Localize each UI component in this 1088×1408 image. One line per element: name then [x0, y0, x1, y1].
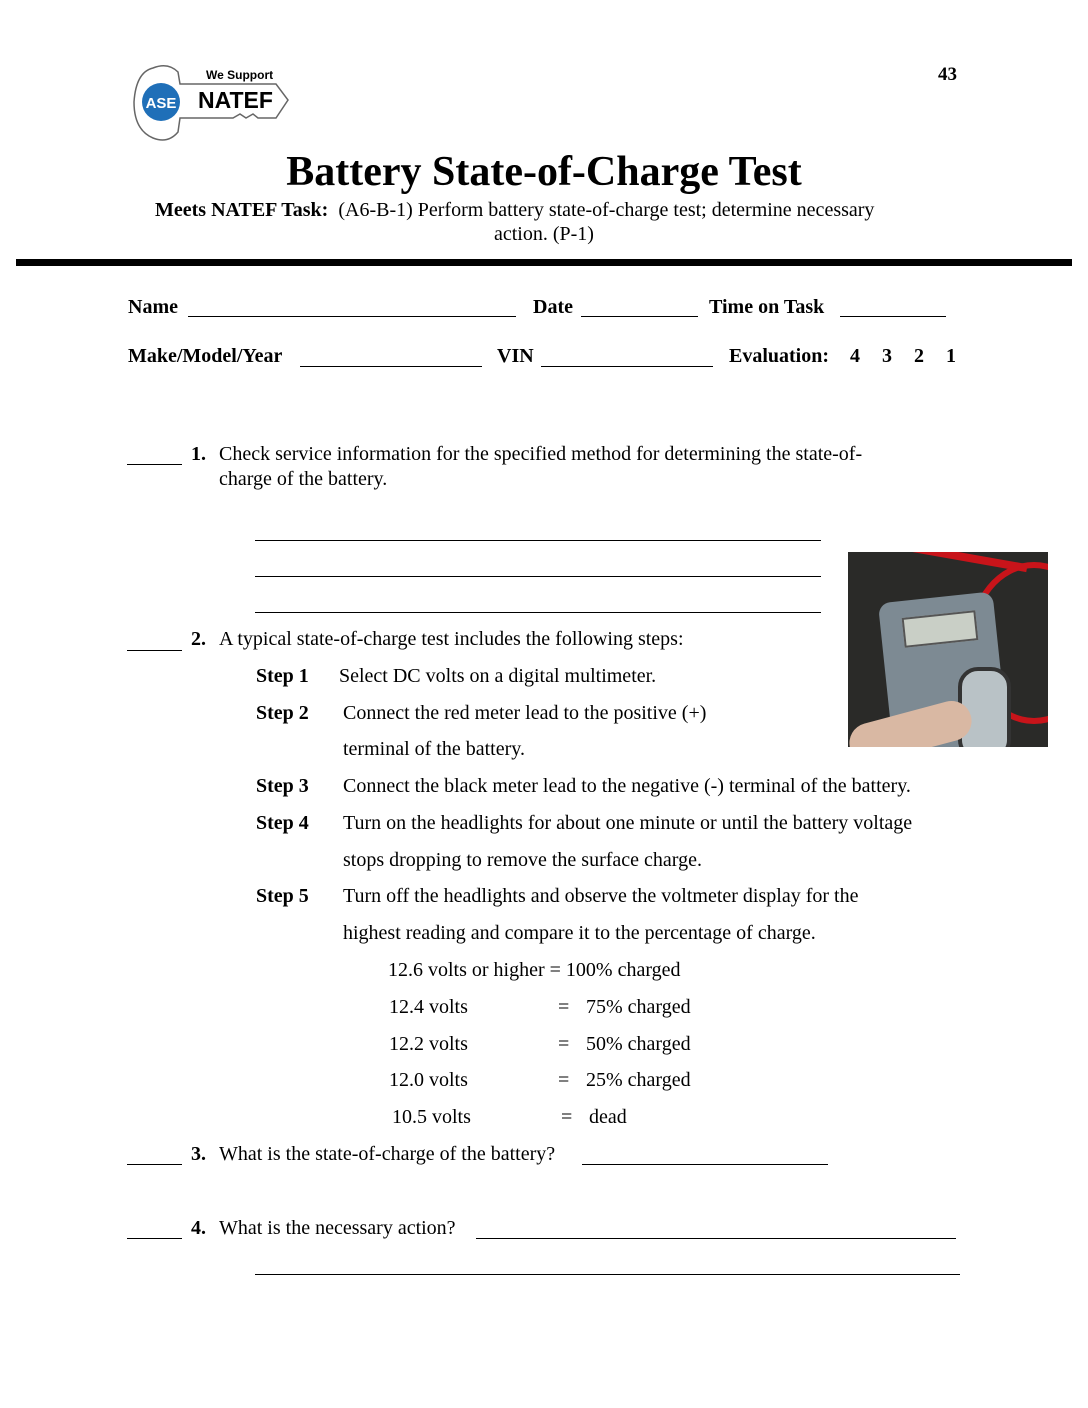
step-4-text-cont: stops dropping to remove the surface charge.: [343, 849, 702, 871]
charge-row-4-eq: =: [558, 1069, 570, 1091]
header-divider: [16, 259, 1072, 266]
q3-number: 3.: [191, 1143, 206, 1165]
charge-row-5-result: dead: [589, 1106, 627, 1128]
charge-row-1: 12.6 volts or higher = 100% charged: [388, 959, 681, 981]
date-label: Date: [533, 296, 573, 318]
charge-row-2-result: 75% charged: [586, 996, 691, 1018]
q1-answer-line[interactable]: [255, 612, 821, 613]
task-line1: (A6-B-1) Perform battery state-of-charge test; determine necessary: [338, 199, 875, 221]
q4-number: 4.: [191, 1217, 206, 1239]
score-3[interactable]: 3: [882, 345, 892, 367]
natef-task: [155, 199, 874, 222]
page-title: Battery State-of-Charge Test: [286, 149, 802, 195]
q1-answer-line[interactable]: [255, 540, 821, 541]
make-label: Make/Model/Year: [128, 345, 283, 367]
q4-answer-line[interactable]: [476, 1238, 956, 1239]
charge-row-3-volts: 12.2 volts: [389, 1033, 468, 1055]
charge-row-4-result: 25% charged: [586, 1069, 691, 1091]
step-1-label: Step 1: [256, 665, 309, 687]
score-2[interactable]: 2: [914, 345, 924, 367]
task-line2: action. (P-1): [494, 223, 594, 245]
svg-text:NATEF: NATEF: [198, 87, 273, 113]
step-1-text: Select DC volts on a digital multimeter.: [339, 665, 657, 687]
charge-row-3-result: 50% charged: [586, 1033, 691, 1055]
step-4-text: Turn on the headlights for about one minute or until the battery voltage: [343, 812, 913, 834]
key-logo-icon: [128, 60, 293, 145]
evaluation-label: Evaluation:: [729, 345, 830, 367]
q1-number: 1.: [191, 443, 206, 465]
date-field[interactable]: [581, 316, 698, 317]
name-field[interactable]: [188, 316, 516, 317]
q3-answer-line[interactable]: [582, 1164, 828, 1165]
q1-answer-line[interactable]: [255, 576, 821, 577]
time-field[interactable]: [840, 316, 946, 317]
svg-text:ASE: ASE: [145, 95, 177, 112]
q4-text: What is the necessary action?: [219, 1217, 456, 1239]
step-5-text-cont: highest reading and compare it to the percentage of charge.: [343, 922, 816, 944]
q2-number: 2.: [191, 628, 206, 650]
q4-answer-line[interactable]: [255, 1274, 960, 1275]
charge-row-3-eq: =: [558, 1033, 570, 1055]
time-label: Time on Task: [709, 296, 825, 318]
task-label: Meets NATEF Task:: [155, 199, 329, 221]
make-field[interactable]: [300, 366, 482, 367]
step-2-label: Step 2: [256, 702, 309, 724]
charge-row-5-volts: 10.5 volts: [392, 1106, 471, 1128]
q2-text: A typical state-of-charge test includes the following steps:: [219, 628, 684, 650]
vin-label: VIN: [497, 345, 534, 367]
charge-row-5-eq: =: [561, 1106, 573, 1128]
battery-tester-photo: [848, 552, 1048, 747]
name-label: Name: [128, 296, 178, 318]
step-4-label: Step 4: [256, 812, 309, 834]
charge-row-2-volts: 12.4 volts: [389, 996, 468, 1018]
score-1[interactable]: 1: [946, 345, 956, 367]
charge-row-2-eq: =: [558, 996, 570, 1018]
charge-row-4-volts: 12.0 volts: [389, 1069, 468, 1091]
q2-check-blank[interactable]: [127, 650, 182, 651]
q3-text: What is the state-of-charge of the battery?: [219, 1143, 556, 1165]
step-3-label: Step 3: [256, 775, 309, 797]
q1-text-line1: Check service information for the specified method for determining the state-of-: [219, 443, 863, 465]
q4-check-blank[interactable]: [127, 1238, 182, 1239]
step-5-text: Turn off the headlights and observe the voltmeter display for the: [343, 885, 859, 907]
vin-field[interactable]: [541, 366, 713, 367]
natef-logo: [128, 60, 293, 145]
step-2-text: Connect the red meter lead to the positive (+): [343, 702, 707, 724]
score-4[interactable]: 4: [850, 345, 860, 367]
q1-check-blank[interactable]: [127, 464, 182, 465]
page-number: 43: [938, 64, 957, 85]
step-3-text: Connect the black meter lead to the negative (-) terminal of the battery.: [343, 775, 911, 797]
step-5-label: Step 5: [256, 885, 309, 907]
svg-text:We Support: We Support: [206, 68, 274, 82]
step-2-text-cont: terminal of the battery.: [343, 738, 525, 760]
q1-text-line2: charge of the battery.: [219, 468, 388, 490]
q3-check-blank[interactable]: [127, 1164, 182, 1165]
